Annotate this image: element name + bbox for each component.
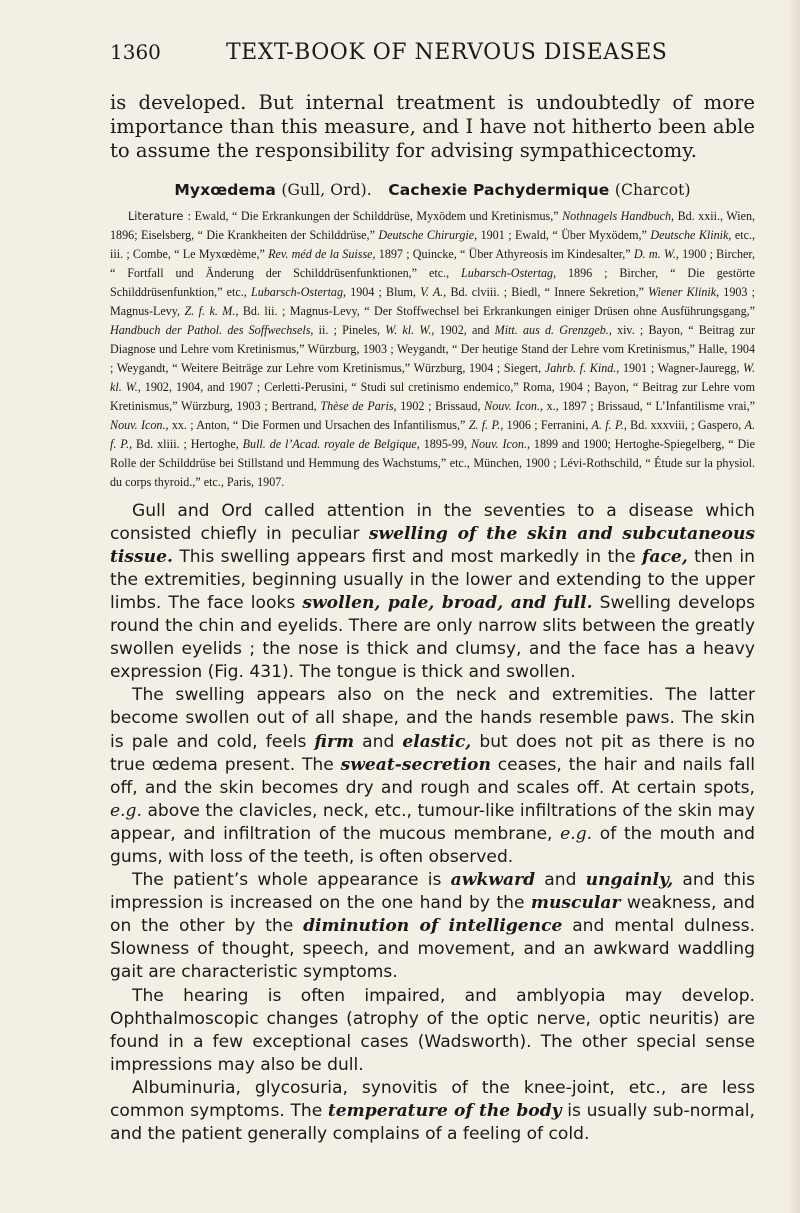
lit-text: Bd. xxii., Wien, 1896; Eiselsberg, “ Die Krankheiten der Schilddrüse,” xyxy=(110,208,756,242)
p2-emphasis: firm xyxy=(314,731,355,752)
lit-citation: Z. f. k. M., xyxy=(184,303,239,318)
lit-citation: A. f. P., xyxy=(591,417,627,432)
lit-text: 1906 ; Ferranini, xyxy=(503,417,592,432)
lit-citation: V. A., xyxy=(420,284,447,299)
p3-emphasis: diminution of intelligence xyxy=(303,916,563,937)
paragraph-1 xyxy=(110,500,755,685)
paragraph-3 xyxy=(110,869,755,984)
lit-text: 1901 ; Ewald, “ Über Myxödem,” xyxy=(477,227,651,242)
p1-emphasis: swelling of the skin and subcutaneous tissue. xyxy=(110,523,755,567)
lit-citation: Deutsche Chirurgie, xyxy=(378,227,478,242)
lit-text: 1901 ; Wagner-Jauregg, xyxy=(619,360,743,375)
p2-emphasis: sweat-secretion xyxy=(340,754,491,775)
running-head xyxy=(110,40,755,78)
lit-text: 1900 ; Bircher, “ Fortfall und Änderung der Schilddrüsenfunktionen,” etc., xyxy=(110,246,755,280)
lit-citation: Nothnagels Handbuch, xyxy=(562,208,675,223)
p3-emphasis: awkward xyxy=(450,870,536,891)
p2-text: The swelling appears also on the neck and extremities. The latter become swollen out of all shape, and the hands resemble paws. The skin is pale and cold, feels xyxy=(110,685,755,752)
lit-text: Bd. lii. ; Magnus-Levy, “ Der Stoffwechsel bei Erkrankungen einiger Drüsen ohne Ausführungsgang,” xyxy=(238,303,756,318)
p1-text: then in the extremities, beginning usually in the lower and extending to the upper limbs. The face looks xyxy=(110,546,756,613)
page-edge-shadow xyxy=(788,0,800,1213)
lit-citation: W. kl. W., xyxy=(110,360,755,394)
lit-citation: Rev. méd de la Suisse, xyxy=(268,246,376,261)
lit-citation: Nouv. Icon., xyxy=(110,417,169,432)
lit-text: 1899 and 1900; Hertoghe-Spiegelberg, “ Die Rolle der Schilddrüse bei Stillstand und Hemmung des Wachstums,” etc., München, 1900 ; Lévi-Rothschild, “ Étude sur la physiol. du corps thyroid.,” etc., Paris, 1907. xyxy=(110,436,755,489)
lit-text: Ewald, “ Die Erkrankungen der Schilddrüse, Myxödem und Kretinismus,” xyxy=(194,208,563,223)
book-title: TEXT-BOOK OF NERVOUS DISEASES xyxy=(226,40,668,65)
lit-citation: Thèse de Paris, xyxy=(320,398,397,413)
lit-text: 1904 ; Blum, xyxy=(346,284,421,299)
p3-emphasis: muscular xyxy=(530,893,621,914)
heading-myxoedema: Myxœdema xyxy=(174,180,276,199)
heading-charcot: (Charcot) xyxy=(614,180,691,199)
lit-text: xx. ; Anton, “ Die Formen und Ursachen des Infantilismus,” xyxy=(168,417,469,432)
lit-citation: W. kl. W., xyxy=(385,322,435,337)
lit-text: 1902, 1904, and 1907 ; Cerletti-Perusini, “ Studi sul cretinismo endemico,” Roma, 1904 ; Bayon, “ Beitrag zur Lehre vom Kretinismus,” Würzburg, 1903 ; Bertrand, xyxy=(110,379,755,413)
p2-text: ceases, the hair and nails fall off, and the skin becomes dry and rough and scales off. At certain spots, xyxy=(110,754,755,798)
literature-label: Literature : xyxy=(128,209,192,223)
p1-text: This swelling appears first and most markedly in the xyxy=(172,546,643,567)
main-text xyxy=(110,500,755,1147)
lit-text: 1903 ; Magnus-Levy, xyxy=(110,284,755,318)
lit-text: 1895-99, xyxy=(419,436,471,451)
lit-citation: D. m. W., xyxy=(633,246,679,261)
p5-emphasis: temperature of the body xyxy=(327,1101,562,1122)
lit-text: 1902 ; Brissaud, xyxy=(396,398,485,413)
lit-citation: Mitt. aus d. Grenzgeb., xyxy=(494,322,612,337)
lit-citation: Nouv. Icon., xyxy=(484,398,543,413)
page-number: 1360 xyxy=(110,40,161,64)
p2-emphasis: elastic, xyxy=(402,731,472,752)
lit-text: xiv. ; Bayon, “ Beitrag zur Diagnose und Lehre vom Kretinismus,” Würzburg, 1903 ; Weygandt, “ Der heutige Stand der Lehre vom Kretinismus,” Halle, 1904 ; Weygandt, “ Weitere Beiträge zur Lehre vom Kretinismus,” Würzburg, 1904 ; Siegert, xyxy=(110,322,755,375)
p3-text: weakness, and on the other by the xyxy=(110,893,755,937)
paragraph-4: The hearing is often impaired, and amblyopia may develop. Ophthalmoscopic changes (atrophy of the optic nerve, optic neuritis) are found in a few exceptional cases (Wadsworth). The other special sense impressions may also be dull. xyxy=(110,985,755,1075)
paragraph-2 xyxy=(110,684,755,869)
p1-text: Swelling develops round the chin and eyelids. There are only narrow slits between the greatly swollen eyelids ; the nose is thick and clumsy, and the face has a heavy expression (Fig. 431). The tongue is thick and swollen. xyxy=(110,592,755,683)
lit-text: Bd. clviii. ; Biedl, “ Innere Sekretion,” xyxy=(446,284,649,299)
lit-text: 1897 ; Quincke, “ Über Athyreosis im Kindesalter,” xyxy=(375,246,634,261)
intro-text: is developed. But internal treatment is undoubtedly of more importance than this measure, and I have not hitherto been able to assume the responsibility for advising sympathicectomy. xyxy=(110,91,755,163)
heading-cachexie: Cachexie Pachydermique xyxy=(388,180,610,199)
p2-text: but does not pit as there is no true œdema present. The xyxy=(110,731,756,775)
p2-text: of the mouth and gums, with loss of the teeth, is often observed. xyxy=(110,823,755,868)
lit-citation: Lubarsch-Ostertag, xyxy=(250,284,347,299)
lit-citation: Z. f. P., xyxy=(468,417,504,432)
lit-citation: Lubarsch-Ostertag, xyxy=(461,265,557,280)
lit-citation: A. f. P., xyxy=(110,417,755,451)
p3-text: and xyxy=(535,870,586,891)
lit-citation: Jahrb. f. Kind., xyxy=(544,360,620,375)
heading-gull-ord: (Gull, Ord). xyxy=(281,180,372,199)
literature-references xyxy=(110,207,755,492)
p3-emphasis: ungainly, xyxy=(585,870,674,891)
lit-text: etc., iii. ; Combe, “ Le Myxœdème,” xyxy=(110,227,755,261)
paragraph-5 xyxy=(110,1077,755,1146)
lit-text: Bd. xliii. ; Hertoghe, xyxy=(132,436,243,451)
p3-text: and mental dulness. Slowness of thought, speech, and movement, and an awkward waddling gait are characteristic symptoms. xyxy=(110,916,755,983)
lit-citation: Wiener Klinik, xyxy=(648,284,720,299)
intro-paragraph xyxy=(110,91,755,164)
p2-emphasis: e.g. xyxy=(560,823,593,844)
lit-text: x., 1897 ; Brissaud, “ L’Infantilisme vrai,” xyxy=(543,398,755,413)
lit-citation: Deutsche Klinik, xyxy=(650,227,732,242)
lit-citation: Bull. de l’Acad. royale de Belgique, xyxy=(242,436,420,451)
lit-citation: Handbuch der Pathol. des Soffwechsels, xyxy=(110,322,314,337)
p5-text: is usually sub-normal, and the patient generally complains of a feeling of cold. xyxy=(110,1101,755,1145)
p3-text: The patient’s whole appearance is xyxy=(132,870,451,891)
p1-emphasis: swollen, pale, broad, and full. xyxy=(302,592,593,613)
p2-text: above the clavicles, neck, etc., tumour-like infiltrations of the skin may appear, and infiltration of the mucous membrane, xyxy=(110,800,755,844)
p3-text: and this impression is increased on the one hand by the xyxy=(110,870,756,914)
lit-text: 1902, and xyxy=(434,322,495,337)
lit-citation: Nouv. Icon., xyxy=(470,436,531,451)
p1-text: Gull and Ord called attention in the seventies to a disease which consisted chiefly in peculiar xyxy=(110,500,755,544)
lit-text: Bd. xxxviii, ; Gaspero, xyxy=(626,417,745,432)
section-heading xyxy=(110,181,755,199)
p5-text: Albuminuria, glycosuria, synovitis of the knee-joint, etc., are less common symptoms. The xyxy=(110,1077,755,1122)
lit-text: 1896 ; Bircher, “ Die gestörte Schilddrüsenfunktion,” etc., xyxy=(110,265,755,299)
book-page xyxy=(110,40,755,1146)
p1-emphasis: face, xyxy=(642,546,688,567)
p2-text: and xyxy=(354,731,403,752)
lit-text: ii. ; Pineles, xyxy=(313,322,386,337)
p2-emphasis: e.g. xyxy=(110,800,142,821)
